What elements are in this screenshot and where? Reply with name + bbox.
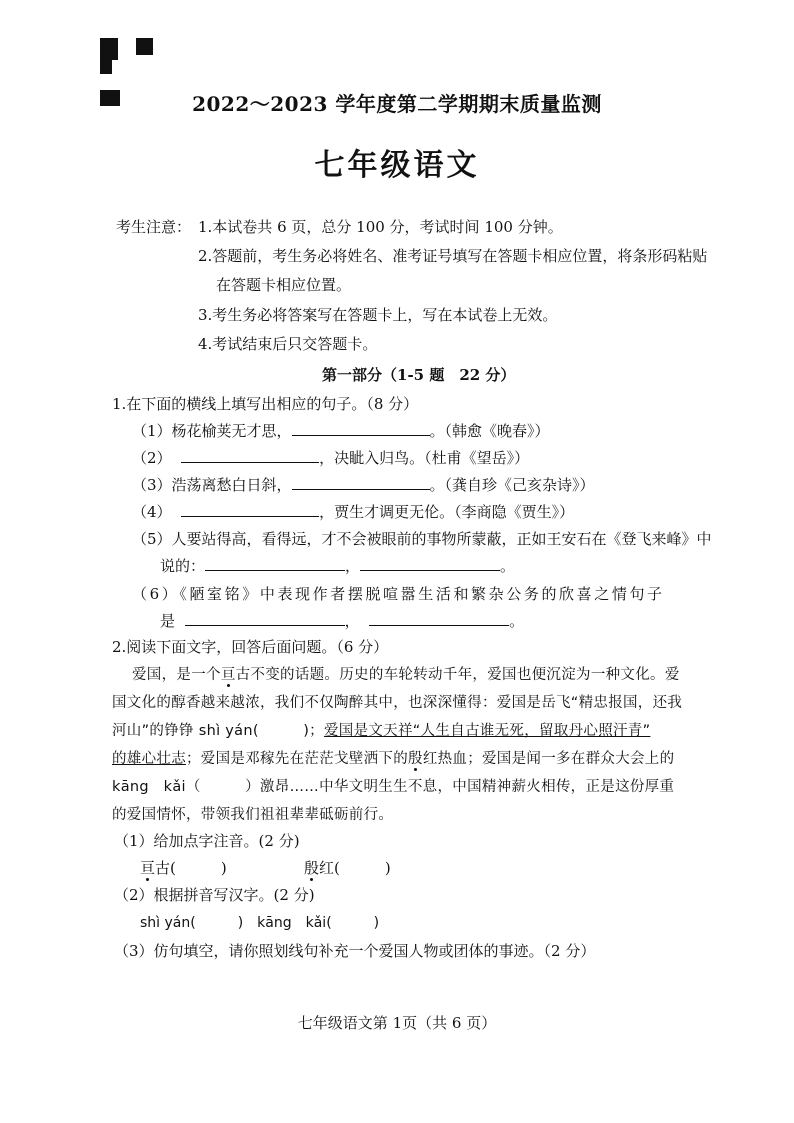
q1-line-1-source: 。（韩愈《晚春》） xyxy=(429,422,550,440)
answer-blank[interactable] xyxy=(181,447,319,463)
q1-line-6-cont xyxy=(160,610,524,631)
dotted-char: 亘 xyxy=(220,667,236,683)
dotted-char: 亘 xyxy=(140,859,156,877)
notice-item-2: 2.答题前，考生务必将姓名、准考证号填写在答题卡相应位置，将条形码粘贴 xyxy=(198,247,708,265)
answer-blank[interactable] xyxy=(185,610,345,626)
passage-line-1 xyxy=(132,663,680,684)
q2-sub1-a xyxy=(140,857,227,878)
q1-line-6-comma: ， xyxy=(344,612,360,630)
exam-subject-title: 七年级语文 xyxy=(314,148,480,183)
q1-line-6-is: 是 xyxy=(160,612,176,630)
scan-mark-2 xyxy=(136,38,153,55)
dotted-char: 殷 xyxy=(408,751,423,767)
scan-mark-1 xyxy=(100,38,118,60)
passage-line-4 xyxy=(112,747,674,768)
passage-text: 古不变的话题。历史的车轮转动千年，爱国也便沉淀为一种文化。爱 xyxy=(235,667,680,683)
notice-item-1: 1.本试卷共 6 页，总分 100 分，考试时间 100 分钟。 xyxy=(198,218,563,236)
scan-mark-3 xyxy=(100,60,112,74)
q1-line-5-period: 。 xyxy=(500,557,516,575)
answer-blank[interactable] xyxy=(181,501,319,517)
q2-sub2-a: shì yán( ) kāng kǎi( ) xyxy=(140,915,380,931)
q1-line-1 xyxy=(132,420,550,441)
passage-text: 爱国，是一个 xyxy=(132,667,221,683)
pinyin-answer: 红( ) xyxy=(319,859,391,877)
underlined-sentence: 爱国是文天祥“人生自古谁无死，留取丹心照汗青” xyxy=(323,723,651,739)
answer-blank[interactable] xyxy=(205,555,345,571)
q1-line-4-num: （4） xyxy=(132,503,172,521)
q1-line-5-comma: ， xyxy=(345,557,361,575)
dotted-char: 殷 xyxy=(304,859,320,877)
answer-blank[interactable] xyxy=(369,610,509,626)
q1-line-2 xyxy=(132,447,529,468)
page-footer: 七年级语文第 1页（共 6 页） xyxy=(297,1014,497,1032)
q1-line-6: （6）《陋室铭》中表现作者摆脱喧嚣生活和繁杂公务的欣喜之情句子 xyxy=(132,585,665,603)
q1-line-2-num: （2） xyxy=(132,449,172,467)
q1-line-2-text: ，决眦入归鸟。（杜甫《望岳》） xyxy=(319,449,530,467)
q1-line-6-period: 。 xyxy=(509,612,525,630)
q1-stem: 1.在下面的横线上填写出相应的句子。（8 分） xyxy=(112,395,419,413)
passage-text: ；爱国是邓稼先在茫茫戈壁洒下的 xyxy=(186,751,408,767)
passage-text: 河山”的铮铮 shì yán( )； xyxy=(112,723,324,739)
q2-sub2: （2）根据拼音写汉字。(2 分) xyxy=(114,886,315,904)
passage-text: 红热血；爱国是闻一多在群众大会上的 xyxy=(422,751,675,767)
q1-line-1-text: （1）杨花榆荚无才思， xyxy=(132,422,292,440)
q2-sub1: （1）给加点字注音。(2 分) xyxy=(114,832,300,850)
exam-title: 2022～2023 学年度第二学期期末质量监测 xyxy=(192,92,602,116)
q1-line-5-said: 说的： xyxy=(160,557,206,575)
q1-line-3 xyxy=(132,474,595,495)
part1-heading: 第一部分（1-5 题 22 分） xyxy=(322,366,516,384)
passage-line-5: kāng kǎi（ ）激昂……中华文明生生不息，中国精神薪火相传，正是这份厚重 xyxy=(112,779,675,795)
passage-line-2: 国文化的醇香越来越浓，我们不仅陶醉其中，也深深懂得：爱国是岳飞“精忠报国，还我 xyxy=(112,695,683,711)
q2-sub1-b xyxy=(304,857,391,878)
underlined-sentence: 的雄心壮志 xyxy=(112,751,186,767)
answer-blank[interactable] xyxy=(292,474,430,490)
notice-item-2-cont: 在答题卡相应位置。 xyxy=(216,276,352,294)
passage-line-3 xyxy=(112,719,650,740)
notice-label: 考生注意： xyxy=(116,218,192,236)
q1-line-3-text: （3）浩荡离愁白日斜， xyxy=(132,476,292,494)
q1-line-4 xyxy=(132,501,574,522)
q1-line-5: （5）人要站得高，看得远，才不会被眼前的事物所蒙蔽，正如王安石在《登飞来峰》中 xyxy=(132,530,712,548)
q2-sub3: （3）仿句填空，请你照划线句补充一个爱国人物或团体的事迹。（2 分） xyxy=(114,942,596,960)
q2-stem: 2.阅读下面文字，回答后面问题。（6 分） xyxy=(112,638,389,656)
passage-line-6: 的爱国情怀，带领我们祖祖辈辈砥砺前行。 xyxy=(112,807,394,823)
pinyin-answer: 古( ) xyxy=(155,859,227,877)
q1-line-5-cont xyxy=(160,555,515,576)
answer-blank[interactable] xyxy=(360,555,500,571)
answer-blank[interactable] xyxy=(292,420,430,436)
q1-line-3-source: 。（龚自珍《己亥杂诗》） xyxy=(429,476,595,494)
notice-item-4: 4.考试结束后只交答题卡。 xyxy=(198,335,378,353)
notice-item-3: 3.考生务必将答案写在答题卡上，写在本试卷上无效。 xyxy=(198,306,558,324)
q1-line-4-text: ，贾生才调更无伦。（李商隐《贾生》） xyxy=(319,503,575,521)
